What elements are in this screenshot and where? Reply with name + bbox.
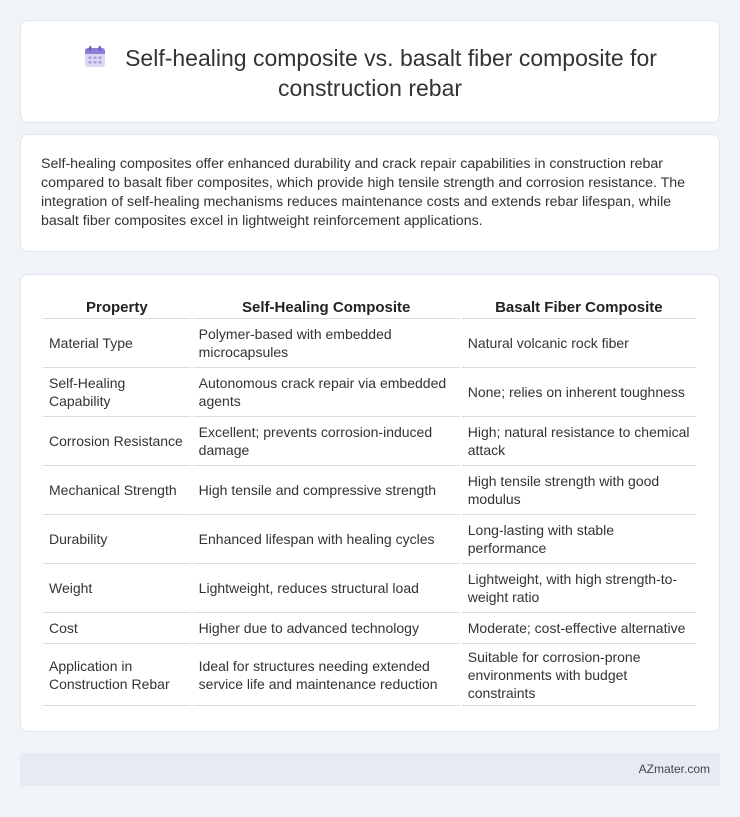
property-cell: Application in Construction Rebar [43,644,191,706]
self-healing-cell: High tensile and compressive strength [193,466,460,515]
basalt-cell: Long-lasting with stable performance [462,515,696,564]
footer-bar [20,753,720,786]
self-healing-cell: Higher due to advanced technology [193,613,460,644]
property-cell: Weight [43,564,191,613]
self-healing-cell: Polymer-based with embedded microcapsules [193,319,460,368]
self-healing-cell: Ideal for structures needing extended service life and maintenance reduction [193,644,460,706]
basalt-cell: Moderate; cost-effective alternative [462,613,696,644]
footer-site-link[interactable]: AZmater.com [638,762,710,776]
basalt-cell: Suitable for corrosion-prone environments with budget constraints [462,644,696,706]
property-cell: Material Type [43,319,191,368]
table-row [43,644,696,706]
table-row [43,319,696,368]
comparison-table-card [20,274,720,732]
self-healing-cell: Excellent; prevents corrosion-induced damage [193,417,460,466]
self-healing-cell: Enhanced lifespan with healing cycles [193,515,460,564]
page-title: Self-healing composite vs. basalt fiber composite for construction rebar [125,45,657,101]
summary-text: Self-healing composites offer enhanced durability and crack repair capabilities in construction rebar compared to basalt fiber composites, which provide high tensile strength and corrosion resistance. The integration of self-healing mechanisms reduces maintenance costs and extends rebar lifespan, while basalt fiber composites excel in lightweight reinforcement applications. [41,156,686,229]
table-row [43,466,696,515]
basalt-cell: High tensile strength with good modulus [462,466,696,515]
property-cell: Corrosion Resistance [43,417,191,466]
property-cell: Cost [43,613,191,644]
comparison-table [41,297,698,706]
table-row [43,515,696,564]
table-header-row [43,297,696,319]
column-header-basalt: Basalt Fiber Composite [462,297,696,319]
title-card [20,20,720,123]
property-cell: Mechanical Strength [43,466,191,515]
basalt-cell: Natural volcanic rock fiber [462,319,696,368]
basalt-cell: Lightweight, with high strength-to-weight ratio [462,564,696,613]
self-healing-cell: Lightweight, reduces structural load [193,564,460,613]
column-header-self-healing: Self-Healing Composite [193,297,460,319]
summary-card [20,134,720,252]
property-cell: Self-Healing Capability [43,368,191,417]
calendar-icon [83,45,107,69]
title-row [21,43,719,103]
table-row [43,613,696,644]
column-header-property: Property [43,297,191,319]
table-row [43,417,696,466]
table-row [43,564,696,613]
self-healing-cell: Autonomous crack repair via embedded agents [193,368,460,417]
basalt-cell: None; relies on inherent toughness [462,368,696,417]
basalt-cell: High; natural resistance to chemical attack [462,417,696,466]
property-cell: Durability [43,515,191,564]
table-row [43,368,696,417]
